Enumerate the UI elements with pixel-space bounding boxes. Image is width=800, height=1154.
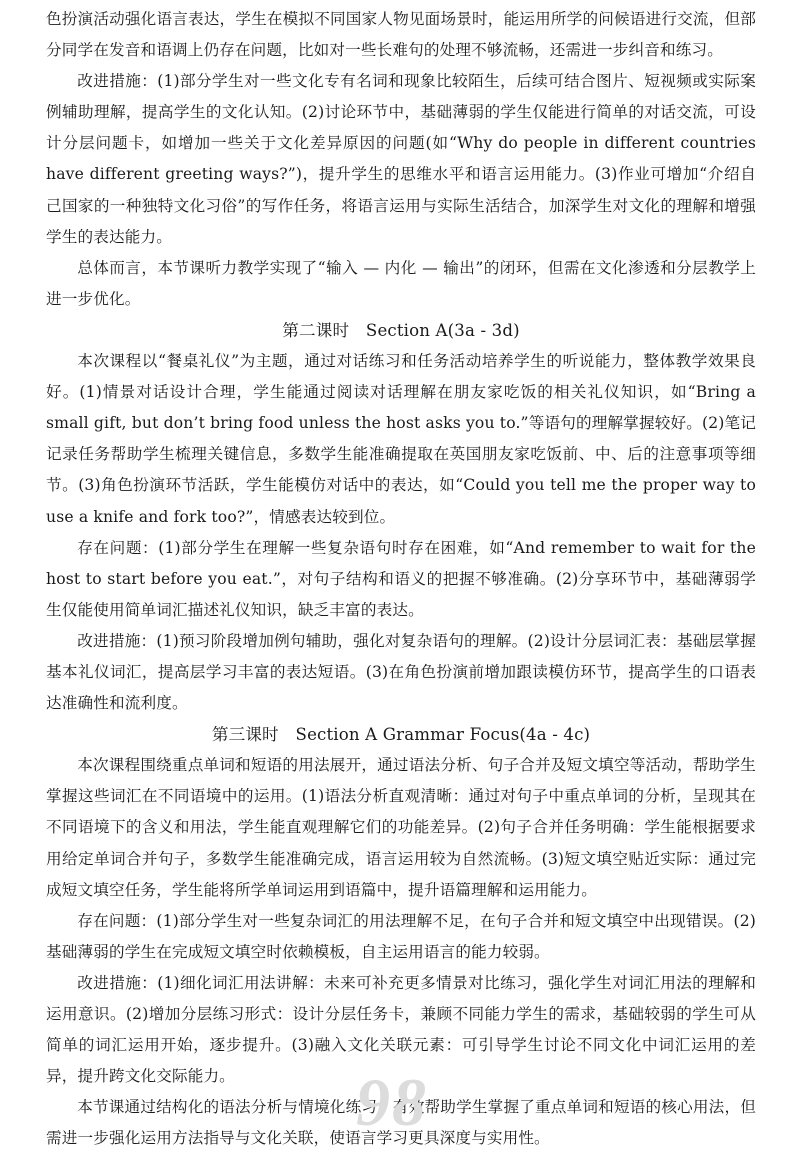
page-number: 98 — [356, 1064, 428, 1140]
paragraph-lesson-2-overview: 本次课程以“餐桌礼仪”为主题，通过对话练习和任务活动培养学生的听说能力，整体教学效果良好。(1)情景对话设计合理，学生能通过阅读对话理解在朋友家吃饭的相关礼仪知识，如“Bring a small gift, but don’t bring food unless the host asks you to.”等语句的理解掌握较好。(2)笔记记录任务帮助学生梳理关键信息，多数学生能准确提取在英国朋友家吃饭前、中、后的注意事项等细节。(3)角色扮演环节活跃，学生能模仿对话中的表达，如“Could you tell me the proper way to use a knife and fork too?”，情感表达较到位。 — [46, 352, 756, 526]
section-heading-lesson-2: 第二课时 Section A(3a - 3d) — [282, 320, 520, 340]
section-heading-lesson-3: 第三课时 Section A Grammar Focus(4a - 4c) — [211, 725, 591, 745]
paragraph-continued: 色扮演活动强化语言表达，学生在模拟不同国家人物见面场景时，能运用所学的问候语进行交流，但部分同学在发音和语调上仍存在问题，比如对一些长难句的处理不够流畅，还需进一步纠音和练习。 — [46, 10, 756, 60]
paragraph-summary-1: 总体而言，本节课听力教学实现了“输入 — 内化 — 输出”的闭环，但需在文化渗透和分层教学上进一步优化。 — [46, 258, 756, 308]
paragraph-lesson-2-problems: 存在问题：(1)部分学生在理解一些复杂语句时存在困难，如“And remember to wait for the host to start before you eat.”，对句子结构和语义的把握不够准确。(2)分享环节中，基础薄弱学生仅能使用简单词汇描述礼仪知识，缺乏丰富的表达。 — [46, 538, 756, 619]
paragraph-lesson-3-problems: 存在问题：(1)部分学生对一些复杂词汇的用法理解不足，在句子合并和短文填空中出现错误。(2)基础薄弱的学生在完成短文填空时依赖模板，自主运用语言的能力较弱。 — [46, 911, 756, 961]
paragraph-improvement-1: 改进措施：(1)部分学生对一些文化专有名词和现象比较陌生，后续可结合图片、短视频或实际案例辅助理解，提高学生的文化认知。(2)讨论环节中，基础薄弱的学生仅能进行简单的对话交流，可设计分层问题卡，如增加一些关于文化差异原因的问题(如“Why do people in different countries have different greeting ways?”)，提升学生的思维水平和语言运用能力。(3)作业可增加“介绍自己国家的一种独特文化习俗”的写作任务，将语言运用与实际生活结合，加深学生对文化的理解和增强学生的表达能力。 — [46, 72, 756, 246]
paragraph-lesson-3-summary: 本节课通过结构化的语法分析与情境化练习，有效帮助学生掌握了重点单词和短语的核心用法，但需进一步强化运用方法指导与文化关联，使语言学习更具深度与实用性。 — [46, 1098, 756, 1148]
paragraph-lesson-3-overview: 本次课程围绕重点单词和短语的用法展开，通过语法分析、句子合并及短文填空等活动，帮助学生掌握这些词汇在不同语境中的运用。(1)语法分析直观清晰：通过对句子中重点单词的分析，呈现其在不同语境下的含义和用法，学生能直观理解它们的功能差异。(2)句子合并任务明确：学生能根据要求用给定单词合并句子，多数学生能准确完成，语言运用较为自然流畅。(3)短文填空贴近实际：通过完成短文填空任务，学生能将所学单词运用到语篇中，提升语篇理解和运用能力。 — [46, 756, 756, 899]
page-body — [46, 4, 756, 1154]
paragraph-lesson-3-improvements: 改进措施：(1)细化词汇用法讲解：未来可补充更多情景对比练习，强化学生对词汇用法的理解和运用意识。(2)增加分层练习形式：设计分层任务卡，兼顾不同能力学生的需求，基础较弱的学生可从简单的词汇运用开始，逐步提升。(3)融入文化关联元素：可引导学生讨论不同文化中词汇运用的差异，提升跨文化交际能力。 — [46, 973, 756, 1086]
paragraph-lesson-2-improvements: 改进措施：(1)预习阶段增加例句辅助，强化对复杂语句的理解。(2)设计分层词汇表：基础层掌握基本礼仪词汇，提高层学习丰富的表达短语。(3)在角色扮演前增加跟读模仿环节，提高学生的口语表达准确性和流利度。 — [46, 631, 756, 713]
